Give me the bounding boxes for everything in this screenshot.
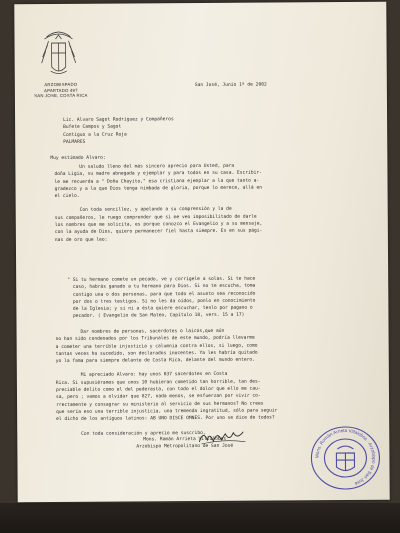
letter-date: San José, Junio 1º de 2002	[194, 82, 267, 89]
recipient-line: Bufete Campos y Sagot	[63, 124, 122, 131]
letter-body	[54, 162, 355, 251]
body-paragraph: Con toda consideración y aprecio me suscribo,	[56, 430, 206, 437]
recipient-address	[63, 116, 174, 146]
table-surface	[0, 503, 400, 533]
signature-block	[136, 436, 233, 451]
recipient-line: Lic. Alvaro Sagot Rodríguez y Compañeros	[63, 117, 174, 123]
archdiocese-stamp-icon	[309, 425, 381, 492]
body-paragraph: Con toda sencillez, y apelando a su comprensión y la de sus compañeros, le ruego comprender que si me veo imposibilitado de darle los nombres que me solicita, es porque conozco el Evangelio y a su mensaje, con la ayuda de Dios, quiero permanecer fiel hasta siempre. Es en sus pági- nas de oro que leo:	[54, 207, 263, 243]
letterhead-org	[27, 82, 95, 99]
org-line: APARTADO 497	[44, 87, 78, 93]
signer-title: Arzobispo Metropolitano de San José	[136, 444, 234, 450]
org-line: SAN JOSE, COSTA RICA	[34, 92, 88, 99]
recipient-line: PALMARES	[63, 139, 86, 145]
salutation: Muy estimado Alvaro:	[50, 155, 106, 162]
letter-page	[14, 2, 389, 503]
org-line: ARZOBISPADO	[44, 81, 78, 88]
body-paragraph: Dar nombres de personas, sacerdotes o laicos,que aún no han sido condenados por los Tribunales de este mundo, podría llevarme a cometer una terrible injusticia y calumnia contra ellos, si luego, como tantas veces ha sucedido, son declarados inocentes. Ya les habría quitado yo la fama para siempre delante de Costa Rica, delante del mundo entero.	[55, 328, 258, 365]
signer-name: Mons. Román Arrieta Villalobos	[143, 436, 227, 443]
body-paragraph: Mi apreciado Alvaro: hay unos 837 sacerdotes en Costa Rica. Si supusiéramos que unos 10 hubieran cometido tan horrible, tan des- preciable delito como el del pederasta, con todo el dolor que ello me cau- sa, pero ; vamos a olvidar que 827, nada menos, se esfuerzan por vivir co- rrectamente y consagrar su ministerio al servicio de sus hermanos? No crees que sería eso una terrible injusticia, una tremenda ingratitud, sólo para seguir el dicho de los antiguos latinos: AB UNO DISCE OMNES. Por uno se dice de todos?	[55, 372, 278, 423]
stamp-ring-text: Mons. Román Arrieta Villalobos · Arzobispo de San José	[314, 427, 377, 487]
body-paragraph: Un saludo lleno del más sincero aprecio para Usted, para doña Ligia, su madre abnegada y ejemplar y para todos en su casa. Escribir- le me recuerda a " Doña Chayito," esa cristiana ejemplar a la que tanto a- gradezco y a la que Dios tenga nimbada de gloria, porque lo merece, allá en el cielo.	[54, 163, 263, 200]
quote-text: " Si tu hermano comete un pecado, ve y corrígele a solas. Si te hace caso, habrás ganado a tu hermano para Dios. Si no te escucha, toma contigo una o dos personas, para que todo el asunto sea reconocido por dos o tres testigos. Si no les da oídos, ponlo en conocimiento de la Iglesia; y si ni a ésta quiere escuchar, tenlo por pagano o pecador. ( Evangelio de San Mateo, Capítulo 18, vers. 15 a 17)	[67, 276, 256, 320]
archbishop-coat-of-arms-icon	[38, 23, 78, 78]
recipient-line: Contiguo a la Cruz Roja	[63, 132, 127, 138]
gospel-quote	[67, 275, 347, 321]
